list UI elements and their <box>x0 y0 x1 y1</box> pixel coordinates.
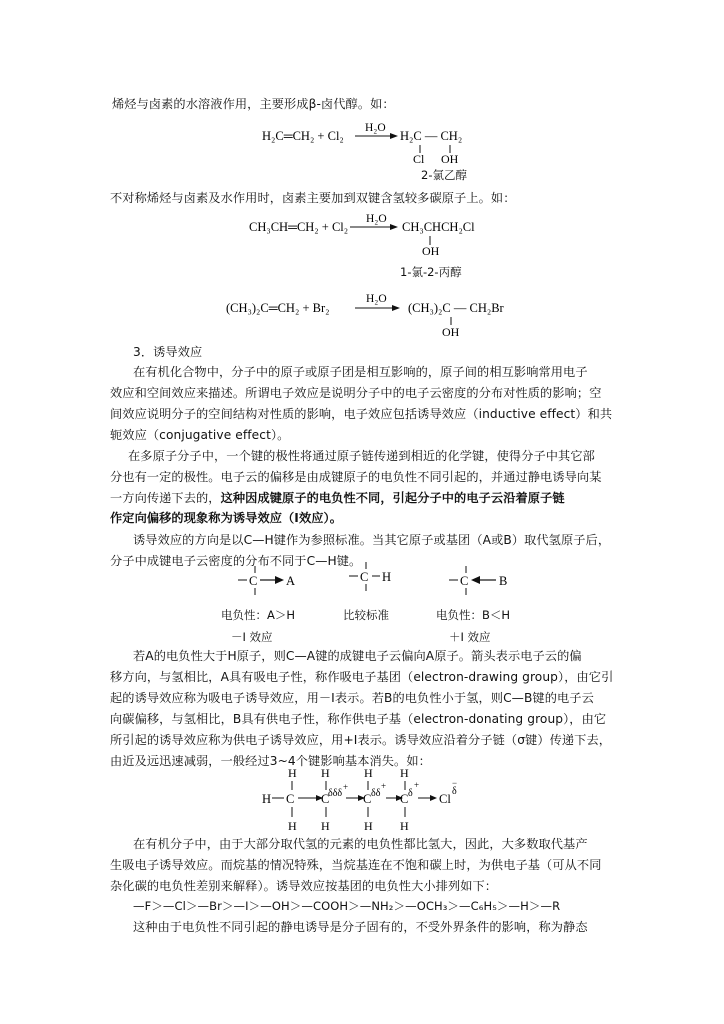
carbon-h: C <box>360 570 369 584</box>
inductive-effect-diagram <box>0 560 724 610</box>
paragraph-intro: 烯烃与卤素的水溶液作用，主要形成β-卤代醇。如： <box>112 97 395 111</box>
paragraph-6-line-1: 若A的电负性大于H原子，则C—A键的成键电子云偏向A原子。箭头表示电子云的偏 <box>133 649 582 663</box>
paragraph-4-definition: 这种因成键原子的电负性不同，引起分子中的电子云沿着原子链 <box>220 491 565 505</box>
inductive-chain-diagram <box>0 760 724 840</box>
chain-h-bottom-1: H <box>288 819 297 833</box>
carbon-a: C <box>249 574 258 588</box>
chain-c1: C <box>286 792 295 806</box>
chain-h-top-4: H <box>400 766 409 780</box>
reaction-3-arrowhead <box>392 305 400 311</box>
paragraph-3-line-3: 间效应说明分子的空间结构对性质的影响，电子效应包括诱导效应（inductive effect）和共 <box>110 407 613 421</box>
group-b: B <box>499 574 508 588</box>
paragraph-asymmetric: 不对称烯烃与卤素及水作用时，卤素主要加到双键含氢较多碳原子上。如： <box>110 191 516 205</box>
reaction-2-reactants: CH₃CH═CH₂ + Cl₂ <box>249 220 349 234</box>
reaction-2-product-name: 1-氯-2-丙醇 <box>400 265 462 279</box>
reaction-1-product: H₂C — CH₂ <box>400 129 463 143</box>
chain-cl: Cl <box>439 792 451 806</box>
reaction-2-product: CH₃CHCH₂Cl <box>402 220 475 234</box>
chain-c3: C <box>363 792 372 806</box>
reaction-1-sub-cl: Cl <box>413 152 425 166</box>
paragraph-3-line-2: 效应和空间效应来描述。所谓电子效应是说明分子中的电子云密度的分布对性质的影响；空 <box>110 386 602 400</box>
group-h: H <box>382 570 392 584</box>
reaction-1-condition: H₂O <box>365 122 386 134</box>
paragraph-7-line-3: 杂化碳的电负性差别来解释）。诱导效应按基团的电负性大小排列如下： <box>110 879 498 893</box>
electronegativity-order: —F＞—Cl＞—Br＞—I＞—OH＞—COOH＞—NH₂＞—OCH₃＞—C₆H₅＞—H＞—R <box>133 899 561 913</box>
chain-h-left: H <box>262 792 272 806</box>
paragraph-6-line-4: 向碳偏移，与氢相比，B具有供电子性，称作供电子基（electron-donating group），由它 <box>110 712 607 726</box>
chain-h-top-2: H <box>321 766 330 780</box>
reaction-1-product-name: 2-氯乙醇 <box>421 168 467 182</box>
chain-plus-c3: + <box>381 781 387 791</box>
paragraph-6-line-2: 移方向，与氢相比，A具有吸电子性，称作吸电子基团（electron-drawing group），由它引 <box>110 670 614 684</box>
chain-arrowhead-4 <box>430 795 437 801</box>
chain-minus-cl: − <box>452 778 458 788</box>
chain-h-top-3: H <box>364 766 373 780</box>
chain-delta-3: δδδ <box>328 788 343 799</box>
chain-c2: C <box>321 792 330 806</box>
label-electronegativity-b: 电负性：B＜H <box>436 608 511 622</box>
reaction-2-condition: H₂O <box>366 213 387 225</box>
reaction-2-arrowhead <box>390 224 398 230</box>
paragraph-7-line-2: 生吸电子诱导效应。而烷基的情况特殊，当烷基连在不饱和碳上时，为供电子基（可从不同 <box>110 858 602 872</box>
reaction-3-reactants: (CH₃)₂C═CH₂ + Br₂ <box>226 301 330 315</box>
carbon-b: C <box>460 574 469 588</box>
arrowhead-to-c <box>471 576 480 584</box>
reaction-3-sub-oh: OH <box>442 325 460 339</box>
reaction-3-product: (CH₃)₂C — CH₂Br <box>408 301 504 315</box>
paragraph-5-line-2: 分子中成键电子云密度的分布不同于C—H键。 <box>110 554 362 568</box>
reaction-1-arrowhead <box>390 133 398 139</box>
label-minus-i-effect: －I 效应 <box>231 630 273 644</box>
paragraph-4-definition-end: 作定向偏移的现象称为诱导效应（I效应）。 <box>110 511 342 525</box>
paragraph-6-line-6: 由近及远迅速减弱，一般经过3~4个键影响基本消失。如： <box>110 754 431 768</box>
reaction-2-sub-oh: OH <box>422 244 440 258</box>
arrowhead-to-a <box>275 576 284 584</box>
reaction-1-sub-oh: OH <box>441 152 459 166</box>
chain-plus-c4: + <box>414 780 420 790</box>
paragraph-6-line-3: 起的诱导效应称为吸电子诱导效应，用－I表示。若B的电负性小于氢，则C—B键的电子云 <box>110 691 594 705</box>
paragraph-5-line-1: 诱导效应的方向是以C—H键作为参照标准。当其它原子或基团（A或B）取代氢原子后， <box>133 533 611 547</box>
group-a: A <box>286 574 296 588</box>
chain-delta-2: δδ <box>371 788 381 799</box>
label-plus-i-effect: ＋I 效应 <box>449 630 491 644</box>
chain-c4: C <box>400 792 409 806</box>
section-title: 3．诱导效应 <box>133 345 203 359</box>
chain-delta-1: δ <box>408 788 413 799</box>
paragraph-4-line-3 <box>110 490 565 506</box>
chain-plus-c2: + <box>343 782 349 792</box>
paragraph-6-line-5: 所引起的诱导效应称为供电子诱导效应，用+I表示。诱导效应沿着分子链（σ键）传递下去， <box>110 733 612 747</box>
paragraph-4-line-1: 在多原子分子中，一个键的极性将通过原子链传递到相近的化学键，使得分子中其它部 <box>128 449 595 463</box>
chain-h-top-1: H <box>288 766 297 780</box>
chain-delta-cl: δ <box>452 786 457 797</box>
reaction-3 <box>0 280 724 340</box>
chain-h-bottom-3: H <box>364 819 373 833</box>
paragraph-4-line-2: 分也有一定的极性。电子云的偏移是由成键原子的电负性不同引起的，并通过静电诱导向某 <box>110 470 602 484</box>
reaction-1-reactants: H₂C═CH₂ + Cl₂ <box>262 129 344 143</box>
reaction-1 <box>0 0 724 300</box>
chain-h-bottom-2: H <box>321 819 330 833</box>
paragraph-4-line-3-plain: 一方向传递下去的， <box>110 491 221 505</box>
chain-h-bottom-4: H <box>400 819 409 833</box>
paragraph-3-line-1: 在有机化合物中，分子中的原子或原子团是相互影响的，原子间的相互影响常用电子 <box>133 365 588 379</box>
label-electronegativity-a: 电负性：A＞H <box>221 608 296 622</box>
label-reference: 比较标准 <box>343 608 389 622</box>
paragraph-8-line-1: 这种由于电负性不同引起的静电诱导是分子固有的，不受外界条件的影响，称为静态 <box>133 920 588 934</box>
reaction-3-condition: H₂O <box>366 293 387 305</box>
paragraph-3-line-4: 轭效应（conjugative effect）。 <box>110 428 290 442</box>
paragraph-7-line-1: 在有机分子中，由于大部分取代氢的元素的电负性都比氢大，因此，大多数取代基产 <box>133 837 588 851</box>
